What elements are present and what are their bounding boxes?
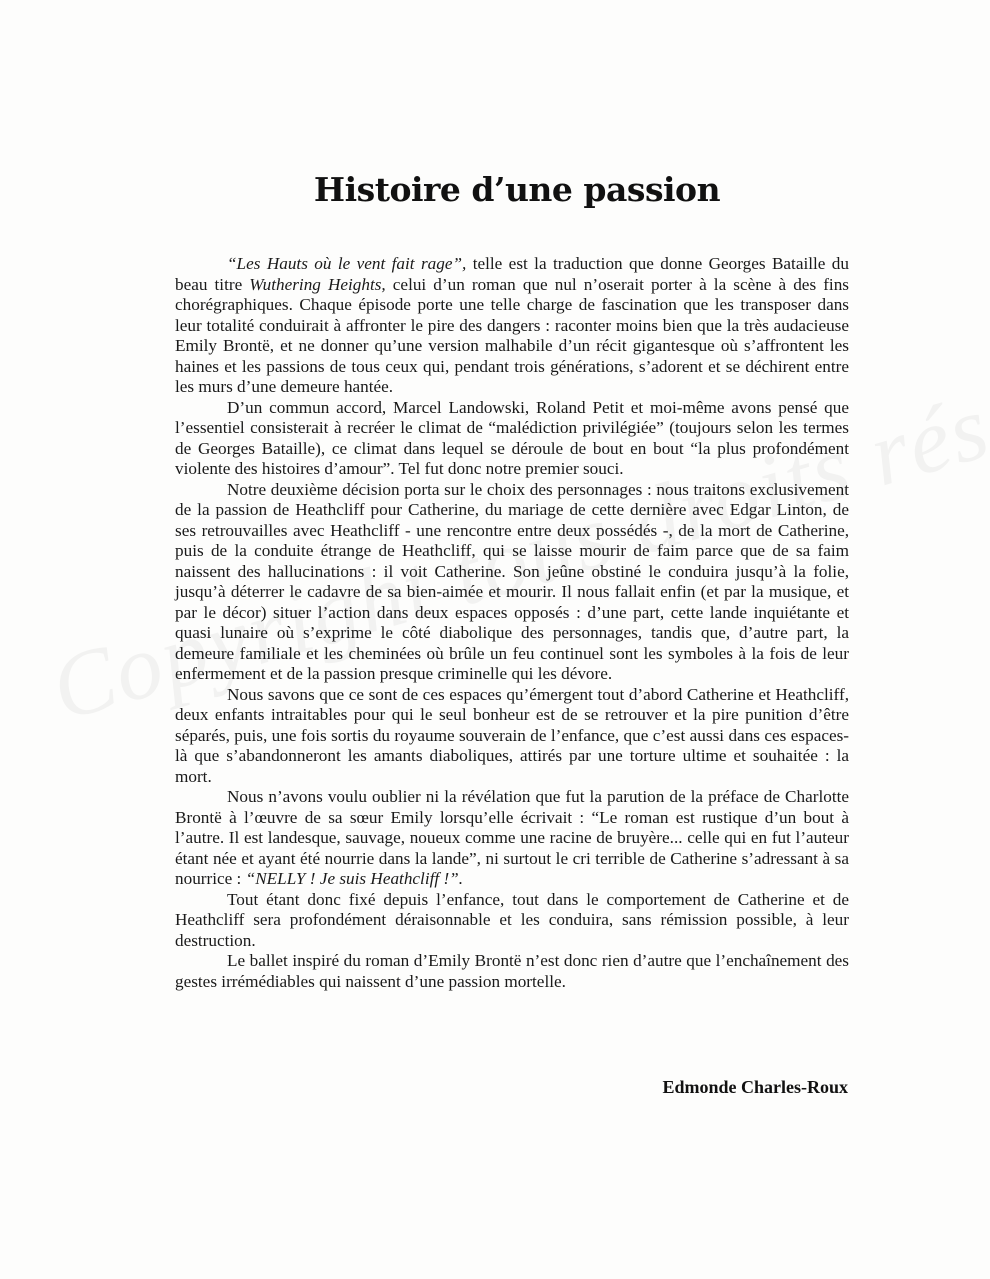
page-title: Histoire d’une passion (313, 170, 721, 209)
catherine-cry-quote: “NELLY ! Je suis Heathcliff !”. (245, 869, 464, 888)
novel-title: Wuthering Heights, (249, 274, 386, 294)
paragraph-1-text-a: telle est la traduction que donne Georges Bataille du beau titre (175, 254, 849, 294)
paragraph-1 (175, 254, 849, 398)
paragraph-7: Le ballet inspiré du roman d’Emily Brontë n’est donc rien d’autre que l’enchaînement des gestes irrémédiables qui naissent d’une passion mortelle. (175, 951, 849, 991)
article-body (175, 254, 849, 992)
quoted-french-title: “Les Hauts où le vent fait rage”, (227, 254, 467, 273)
paragraph-1-text-c: celui d’un roman que nul n’oserait porter à la scène à des fins chorégraphiques. Chaque épisode porte une telle charge de fascination que les transposer dans leur totalité conduirait à affronter le pire des dangers : raconter moins bien que la très audacieuse Emily Brontë, et ne donner qu’une version malhabile d’un récit gigantesque où s’affrontent les haines et les passions de tous ceux qui, pendant trois générations, s’adorent et se déchirent entre les murs d’une demeure hantée. (175, 274, 849, 396)
paragraph-4: Nous savons que ce sont de ces espaces qu’émergent tout d’abord Catherine et Heathcliff, deux enfants intraitables pour qui le seul bonheur est de se retrouver et la pire punition d’être séparés, puis, une fois sortis du royaume souverain de l’enfance, que c’est aussi dans ces espaces-là que s’abandonneront les amants diaboliques, attirés par une torture ultime et souhaitée : la mort. (175, 684, 849, 786)
paragraph-6: Tout étant donc fixé depuis l’enfance, tout dans le comportement de Catherine et de Heathcliff sera profondément déraisonnable et les conduira, sans rémission possible, à leur destruction. (175, 889, 849, 950)
author-signature: Edmonde Charles-Roux (662, 1077, 848, 1097)
paragraph-3: Notre deuxième décision porta sur le choix des personnages : nous traitons exclusivement de la passion de Heathcliff pour Catherine, du mariage de cette dernière avec Edgar Linton, de ses retrouvailles avec Heathcliff - une rencontre entre deux possédés -, de la mort de Catherine, puis de la conduite étrange de Heathcliff, qui se laisse mourir de faim parce que de sa faim naissent des hallucinations : il voit Catherine. Son jeûne obstiné le conduira jusqu’à la folie, jusqu’à déterrer le cadavre de sa bien-aimée et mourir. Il nous fallait enfin (et par la musique, et par le décor) situer l’action dans deux espaces opposés : d’une part, cette lande inquiétante et quasi lunaire où s’exprime le côté diabolique des personnages, tandis que, d’autre part, la demeure familiale et les cheminées où brûle un feu continuel sont les symboles à la fois de leur enfermement et de la passion presque criminelle qui les dévore. (175, 479, 849, 683)
paragraph-2: D’un commun accord, Marcel Landowski, Roland Petit et moi-même avons pensé que l’essentiel consisterait à recréer le climat de “malédiction privilégiée” (toujours selon les termes de Georges Bataille), ce climat dans lequel se déroule de bout en bout “la plus profondément violente des histoires d’amour”. Tel fut donc notre premier souci. (175, 397, 849, 478)
paragraph-5-text-a: Nous n’avons voulu oublier ni la révélation que fut la parution de la préface de Charlotte Brontë à l’œuvre de sa sœur Emily lorsqu’elle écrivait : “Le roman est rustique d’un bout à l’autre. Il est landesque, sauvage, noueux comme une racine de bruyère... celle qui en fut l’auteur étant née et ayant été nourrie dans la lande”, ni surtout le cri terrible de Catherine s’adressant à sa nourrice : (175, 787, 849, 888)
paragraph-5 (175, 787, 849, 890)
